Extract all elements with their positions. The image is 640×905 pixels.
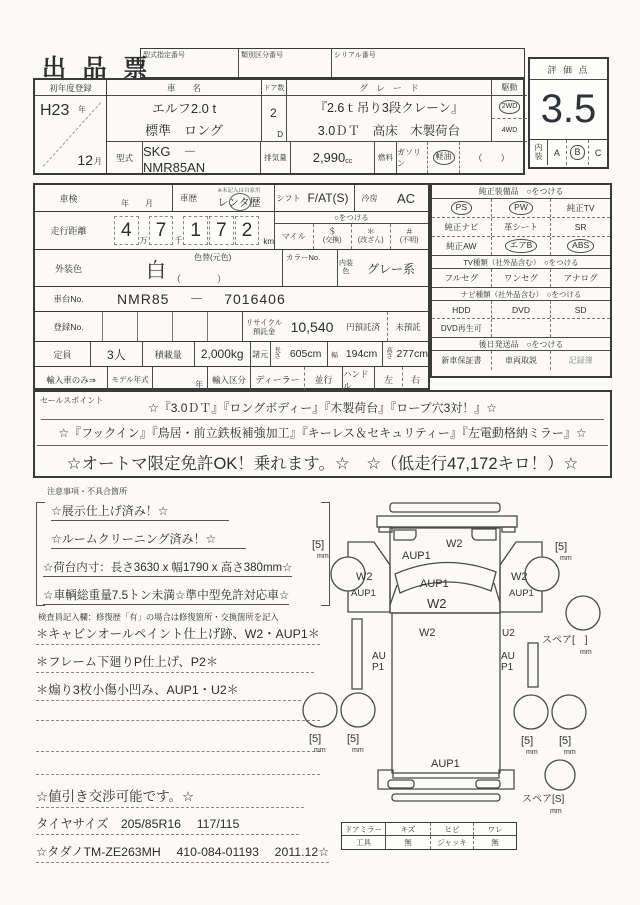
later-shipment-header: 後日発送品 ○をつける — [432, 337, 610, 351]
drive-header: 駆動 — [492, 80, 527, 96]
notes-box — [45, 502, 321, 606]
shift-label: シフト — [274, 185, 302, 211]
reg-year: H23 — [40, 102, 70, 119]
shaken-label: 車検 — [59, 193, 78, 204]
score-value: 3.5 — [540, 87, 597, 131]
rear-left-wheel-outer — [303, 693, 337, 727]
equip-aw: 純正AW — [446, 241, 477, 251]
model-code-label: 型式 — [115, 152, 133, 163]
recycle-unit: 円預託済 — [345, 321, 380, 332]
tool-label: 工具 — [342, 836, 386, 849]
left-side-rail — [352, 619, 362, 689]
mark-right-fender-aup1: AUP1 — [509, 588, 534, 599]
unit-sen: 千 — [174, 236, 183, 245]
capacity-value: 3人 — [90, 342, 142, 366]
reg-no-cell-1 — [102, 312, 137, 341]
model-designation-no-label: 型式指定番号 — [143, 52, 185, 59]
equip-navi: 純正ナビ — [444, 222, 479, 232]
rear-right-wheel-inner — [514, 695, 548, 729]
grade-line2: 3.0ＤＴ 高床 木製荷台 — [317, 123, 461, 138]
later-manual: 車両取説 — [491, 351, 551, 370]
mark-spare-bottom-mm: mm — [550, 808, 562, 815]
exterior-color-value: 白 色替(元色) （ ） — [146, 253, 232, 284]
equipment-panel — [430, 183, 612, 378]
negotiation-line: ☆値引き交渉可能です。☆ — [36, 785, 304, 808]
width-label: 幅 — [327, 342, 342, 366]
inspector-header: 検査員記入欄：修復歴「有」の場合は修復箇所・交換箇所を記入 — [38, 612, 279, 622]
doors-sub: D — [277, 130, 283, 139]
inspector-blank-line-3 — [36, 774, 320, 775]
notes-item1: ☆展示仕上げ済み！☆ — [51, 502, 229, 521]
length-label: 長さ — [270, 342, 285, 366]
recolor-label: 色替(元色) — [194, 253, 232, 262]
payload-value: 2,000kg — [194, 342, 250, 366]
shaken-value: 年 月 — [121, 199, 153, 208]
mileage-digits: 4 万 7 千 1 7 2 km — [102, 212, 274, 249]
handle-label: ハンドル — [342, 367, 374, 392]
import-parallel: 並行 — [304, 367, 342, 392]
inspector-line1: ＊キャビンオールペイント仕上げ跡、W2・AUP1＊ — [36, 624, 320, 645]
height-value: 277cm — [396, 348, 428, 360]
navi-hdd: HDD — [452, 304, 471, 315]
navi-dvd: DVD — [491, 301, 551, 318]
fuel-gasoline: ガソリン — [396, 142, 427, 173]
history-label: 車歴 — [172, 185, 204, 211]
serial-no-box — [331, 49, 524, 77]
tv-one-seg: ワンセグ — [491, 269, 551, 287]
mark-left-rail-p1: P1 — [372, 662, 385, 673]
mark-windshield-aup1: AUP1 — [420, 578, 449, 590]
model-year-label: モデル年式 — [107, 367, 152, 392]
tv-type-header: TV種類（社外品含む） ○をつける — [432, 255, 610, 269]
import-class-label: 輸入区分 — [207, 367, 250, 392]
opt-hash: ＃ (不明) — [390, 224, 429, 249]
score-header: 評 価 点 — [530, 59, 607, 80]
mark-left-fender-aup1: AUP1 — [351, 588, 376, 599]
rear-left-wheel-inner — [341, 693, 375, 727]
mark-rear-right-outer-depth: [5] — [559, 735, 572, 747]
cargo-bed — [392, 613, 500, 773]
mark-rear-left-inner-mm: mm — [352, 747, 364, 754]
unit-man: 万 — [139, 236, 148, 245]
length-value: 605cm — [289, 348, 322, 360]
page-title: 出 品 票 — [42, 55, 153, 82]
later-record-book: 記録簿 — [550, 351, 610, 370]
reg-no-cell-3 — [172, 312, 207, 341]
car-name-line2: 標準 ロング — [145, 123, 223, 139]
grade-header: グ レ ー ド — [287, 80, 492, 96]
history-oval-mark — [229, 193, 251, 211]
equip-leather: 革シート — [491, 218, 551, 236]
rear-bottom-bar — [392, 794, 500, 801]
width-value: 194cm — [345, 348, 378, 360]
exterior-color-label: 外装色 — [54, 263, 82, 274]
scratch-label: キズ — [400, 824, 416, 834]
equip-ps: PS — [432, 199, 491, 217]
first-registration-label: 初年度登録 — [35, 80, 106, 96]
navi-type-header: ナビ種類（社外品含む） ○をつける — [432, 287, 610, 301]
navi-empty-2 — [550, 319, 610, 337]
tv-full-seg: フルセグ — [444, 273, 479, 283]
tools-table — [341, 822, 517, 850]
right-side-rail — [528, 643, 538, 687]
recycle-alt: 未預託 — [387, 312, 428, 341]
interior-grade-label: 内装 — [530, 140, 548, 165]
ac-value: AC — [396, 190, 416, 206]
mileage-label: 走行距離 — [50, 226, 87, 236]
notes-header: 注意事項・不具合箇所 — [47, 487, 127, 496]
cab-left-corner — [394, 530, 416, 540]
mileage-options — [274, 212, 428, 249]
front-right-wheel — [525, 557, 559, 591]
equip-abs: ABS — [550, 237, 610, 255]
front-bumper — [377, 516, 517, 527]
history-note: ※未記入は自家用 — [217, 188, 261, 194]
fuel-label: 燃料 — [374, 142, 396, 173]
score-box — [528, 57, 609, 169]
rear-bumper-left-step — [388, 780, 414, 788]
fuel-other: （ ） — [459, 142, 523, 173]
equip-pw: PW — [491, 199, 551, 217]
interior-color-label: 内装色 — [337, 250, 354, 286]
first-registration-value — [35, 96, 106, 173]
mark-left-fender-w2: W2 — [356, 571, 373, 583]
mark-rear-aup1: AUP1 — [431, 758, 460, 770]
class-division-no-label: 類別区分番号 — [241, 52, 283, 59]
drive-2wd: 2WD — [492, 96, 527, 119]
handle-left: 左 — [374, 367, 402, 392]
sales-line3: ☆オートマ限定免許OK！乗れます。☆ ☆（低走行47,172キロ！）☆ — [66, 455, 579, 473]
mark-cab-top-w2: W2 — [446, 538, 463, 550]
rear-right-wheel-outer — [552, 695, 586, 729]
equip-sr: SR — [550, 218, 610, 236]
navi-sd: SD — [550, 301, 610, 318]
model-code-value: SKG － NMR85AN — [142, 142, 260, 173]
recycle-label: リサイクル 預託金 — [242, 312, 285, 341]
mark-rear-right-inner-mm: mm — [526, 749, 538, 756]
sales-points-label: セールスポイント — [40, 396, 104, 405]
unit-km: km — [263, 237, 275, 246]
crack-label: ヒビ — [430, 823, 473, 835]
displacement-value: 2,990 cc — [290, 142, 374, 173]
info-table — [33, 183, 430, 390]
car-name-line1: エルフ2.0 t — [151, 100, 217, 116]
equip-airbag: エアB — [491, 237, 551, 255]
reg-month-unit: 月 — [94, 157, 102, 166]
fuel-diesel: 軽油 — [427, 142, 459, 173]
mark-spare-bottom-label: スペア[S] — [522, 794, 565, 805]
chassis-no-value: NMR85 － 7016406 — [117, 291, 286, 307]
mark-rear-left-outer-depth: [5] — [309, 733, 322, 745]
spare-tire-top — [566, 596, 600, 630]
mark-right-rail-au: AU — [501, 651, 515, 662]
inspector-blank-line-1 — [36, 720, 320, 721]
serial-no-label: シリアル番号 — [334, 52, 376, 59]
tool-none: 無 — [404, 838, 412, 847]
shift-value: F/AT(S) — [307, 191, 349, 205]
inspector-blank-line-2 — [36, 751, 320, 752]
crane-model-line: ☆タダノTM-ZE263MH 410-084-01193 2011.12☆ — [36, 842, 329, 863]
equipment-header: 純正装備品 ○をつける — [432, 185, 610, 199]
mark-bed-w2: W2 — [419, 627, 436, 639]
interior-grade-a: A — [553, 147, 560, 158]
spec-label: 諸元 — [250, 342, 270, 366]
mark-rear-right-inner-depth: [5] — [521, 735, 534, 747]
ac-label: 冷房 — [354, 185, 384, 211]
capacity-label: 定員 — [53, 349, 72, 360]
mark-front-left-mm: mm — [317, 553, 329, 560]
reg-month: 12 — [77, 152, 93, 168]
model-year-value: 年 — [152, 367, 207, 392]
mark-right-rail-p1: P1 — [501, 662, 514, 673]
doors-value — [262, 96, 287, 142]
mark-rear-left-outer-mm: mm — [314, 747, 326, 754]
front-top-bar — [390, 503, 500, 512]
sales-line1: ☆『3.0ＤＴ』『ロングボディー』『木製荷台』『ロープ穴3対！』☆ — [147, 401, 498, 415]
mark-spare-top-mm: mm — [580, 649, 592, 656]
main-vehicle-table — [33, 78, 525, 175]
history-value — [204, 185, 274, 211]
grade-line1: 『2.6ｔ吊り3段クレーン』 — [314, 101, 464, 116]
spare-tire-bottom — [545, 760, 575, 790]
model-designation-no-box — [141, 49, 238, 77]
break-label: ワレ — [473, 823, 516, 835]
mark-cab-bottom-w2: W2 — [427, 596, 447, 611]
mark-rear-left-inner-depth: [5] — [347, 733, 360, 745]
mark-spare-top-label: スペア[ ] — [542, 635, 588, 646]
recolor-paren: （ ） — [172, 274, 227, 284]
mark-rear-right-outer-mm: mm — [564, 749, 576, 756]
circle-note: ○をつける — [275, 212, 428, 224]
mark-front-left-depth: [5] — [312, 539, 325, 551]
history-text: レンタ歴 — [217, 197, 261, 209]
mark-front-right-depth: [5] — [555, 541, 568, 553]
top-id-boxes — [140, 48, 525, 78]
reg-no-cell-4 — [207, 312, 242, 341]
later-warranty: 新車保証書 — [441, 356, 482, 365]
notes-item2: ☆ルームクリーニング済み！☆ — [51, 530, 246, 549]
notes-item3: ☆荷台内寸：長さ3630 x 幅1790 x 高さ380mm☆ — [43, 559, 292, 577]
displacement-label: 排気量 — [260, 142, 290, 173]
inspector-line3: ＊煽り3枚小傷小凹み、AUP1・U2＊ — [36, 680, 301, 701]
jack-label: ジャッキ — [430, 836, 473, 849]
mark-cab-aup1: AUP1 — [402, 550, 431, 562]
handle-right: 右 — [402, 367, 428, 392]
drive-4wd: 4WD — [492, 119, 527, 142]
recycle-amount: 10,540 — [290, 318, 334, 335]
interior-color-value: グレー系 — [366, 261, 415, 276]
reg-no-label: 登録No. — [53, 321, 84, 332]
inspector-line2: ＊フレーム下廻りP仕上げ、P2＊ — [36, 652, 314, 673]
tv-analog: アナログ — [550, 269, 610, 287]
import-only-label: 輸入車のみ⇒ — [46, 374, 96, 385]
color-no-cell: カラーNo. — [282, 250, 337, 286]
height-label: 高さ — [382, 342, 397, 366]
import-dealer: ディーラー — [250, 367, 304, 392]
car-name-value — [107, 96, 262, 142]
interior-grade-c: C — [588, 140, 607, 165]
rear-bumper-right-step — [476, 780, 500, 788]
equip-tv: 純正TV — [550, 199, 610, 217]
mark-front-right-mm: mm — [560, 555, 572, 562]
notes-item4: ☆車輌総重量7.5トン未満☆準中型免許対応車☆ — [43, 587, 289, 605]
cab-right-corner — [472, 529, 496, 540]
front-bumper-right-tab — [502, 527, 515, 532]
grade-value — [287, 96, 492, 142]
interior-grade-b: B — [566, 140, 588, 165]
car-name-header: 車 名 — [107, 80, 262, 96]
mark-right-fender-w2: W2 — [511, 571, 528, 583]
reg-year-unit: 年 — [78, 105, 86, 114]
mark-left-rail-au: AU — [372, 651, 386, 662]
doors-header: ドア数 — [262, 80, 287, 96]
class-division-no-box — [238, 49, 331, 77]
jack-none: 無 — [473, 836, 516, 849]
mark-bed-u2: U2 — [502, 628, 515, 639]
opt-mile: マイル — [281, 232, 306, 241]
opt-dollar: ＄ (交換) — [313, 224, 352, 249]
sales-line2: ☆『フックイン』『鳥居・前立鉄板補強加工』『キーレス＆セキュリティー』『左電動格納ミラー』☆ — [58, 426, 587, 440]
tire-size-line: タイヤサイズ 205/85R16 117/115 — [36, 814, 299, 835]
sales-points-box — [33, 390, 612, 478]
reg-no-cell-2 — [137, 312, 172, 341]
doors-count: 2 — [270, 106, 277, 120]
mirror-label: ドアミラー — [342, 823, 386, 835]
opt-asterisk: ＊ (改ざん) — [351, 224, 390, 249]
chassis-no-label: 車台No. — [53, 294, 84, 304]
payload-label: 積載量 — [142, 342, 194, 366]
navi-dvd-playable: DVD再生可 — [440, 323, 482, 333]
truck-damage-diagram — [300, 495, 630, 840]
navi-empty-1 — [491, 319, 551, 337]
